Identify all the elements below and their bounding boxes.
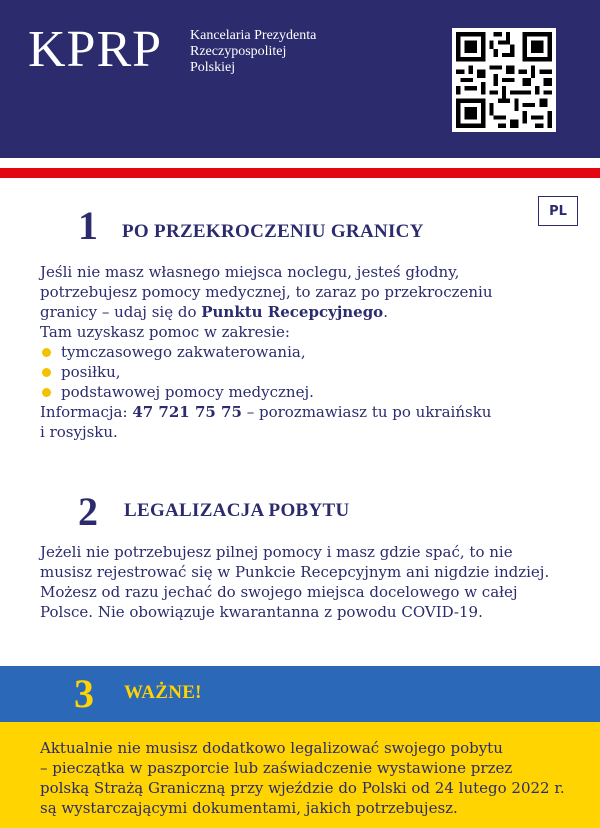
- bullet-item: [40, 382, 580, 402]
- section-1-line: [40, 302, 580, 322]
- section-3-title: WAŻNE!: [124, 682, 202, 703]
- section-2-number: 2: [78, 489, 98, 534]
- flag-stripe-red: [0, 168, 600, 178]
- reception-point-name: Punktu Recepcyjnego: [201, 303, 384, 321]
- info-label: Informacja:: [40, 403, 133, 421]
- section-3-header-band: [0, 666, 600, 722]
- info-text: – porozmawiasz tu po ukraińsku: [241, 403, 492, 421]
- bullet-text: posiłku,: [61, 363, 121, 381]
- section-1-title: PO PRZEKROCZENIU GRANICY: [122, 221, 424, 242]
- section-3-number: 3: [74, 671, 94, 716]
- bullet-text: tymczasowego zakwaterowania,: [61, 343, 306, 361]
- section-1-line: Tam uzyskasz pomoc w zakresie:: [40, 323, 290, 341]
- section-2-line: Polsce. Nie obowiązuje kwarantanna z powodu COVID-19.: [40, 603, 483, 621]
- section-2-body: [40, 542, 580, 622]
- logo-subtitle: [190, 28, 316, 76]
- logo-subtitle-line-3: Polskiej: [190, 60, 236, 75]
- header: [0, 0, 600, 158]
- logo-subtitle-line-1: Kancelaria Prezydenta: [190, 28, 317, 43]
- kprp-logo: KPRP: [28, 21, 163, 78]
- bullet-dot-icon: [42, 388, 51, 397]
- section-2-line: musisz rejestrować się w Punkcie Recepcyjnym ani nigdzie indziej.: [40, 563, 550, 581]
- flag-stripe-white: [0, 158, 600, 168]
- section-3-line: Aktualnie nie musisz dodatkowo legalizować swojego pobytu: [40, 739, 503, 757]
- section-3-line: są wystarczającymi dokumentami, jakich potrzebujesz.: [40, 799, 458, 817]
- section-1-number: 1: [78, 203, 98, 248]
- bullet-item: [40, 362, 580, 382]
- bullet-dot-icon: [42, 368, 51, 377]
- section-3-body-band: [0, 722, 600, 828]
- section-2-line: Możesz od razu jechać do swojego miejsca docelowego w całej: [40, 583, 518, 601]
- section-3-body: [40, 738, 590, 818]
- section-1-body: [40, 262, 580, 442]
- language-badge[interactable]: PL: [538, 196, 578, 226]
- info-line-2: i rosyjsku.: [40, 423, 118, 441]
- section-1-line: potrzebujesz pomocy medycznej, to zaraz po przekroczeniu: [40, 283, 493, 301]
- section-1-line-text: granicy – udaj się do: [40, 303, 202, 321]
- section-2-line: Jeżeli nie potrzebujesz pilnej pomocy i masz gdzie spać, to nie: [40, 543, 513, 561]
- logo-subtitle-line-2: Rzeczypospolitej: [190, 44, 287, 59]
- section-3-line: – pieczątka w paszporcie lub zaświadczenie wystawione przez: [40, 759, 513, 777]
- qr-code-icon: [452, 28, 556, 132]
- bullet-text: podstawowej pomocy medycznej.: [61, 383, 314, 401]
- section-2-title: LEGALIZACJA POBYTU: [124, 500, 350, 521]
- section-1-line: Jeśli nie masz własnego miejsca noclegu, jesteś głodny,: [40, 263, 460, 281]
- bullet-item: [40, 342, 580, 362]
- section-1-line-text: .: [383, 303, 388, 321]
- section-3-line: polską Strażą Graniczną przy wjeździe do Polski od 24 lutego 2022 r.: [40, 779, 565, 797]
- info-phone[interactable]: 47 721 75 75: [132, 403, 242, 421]
- info-line: [40, 402, 580, 422]
- bullet-dot-icon: [42, 348, 51, 357]
